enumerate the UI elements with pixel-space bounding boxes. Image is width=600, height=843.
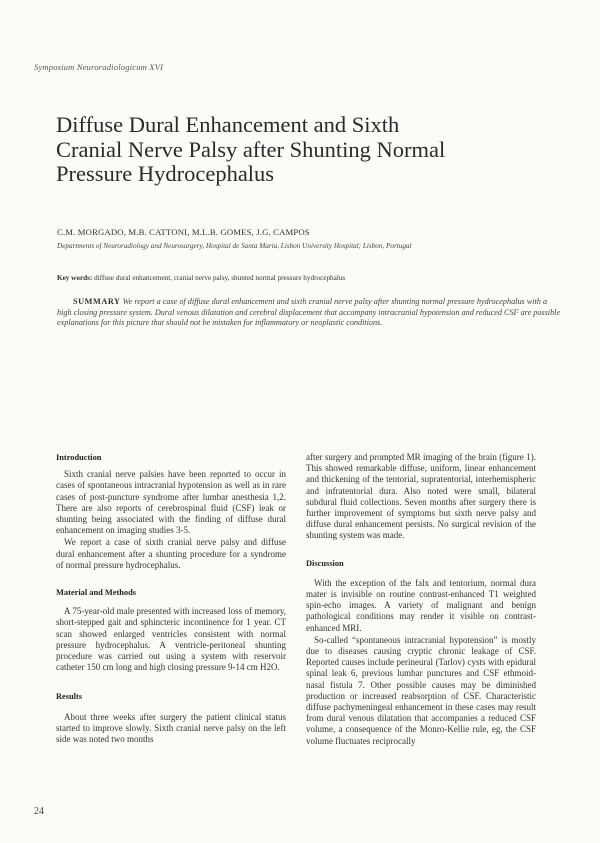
title-line: Pressure Hydrocephalus bbox=[56, 161, 275, 186]
discussion-paragraph: With the exception of the falx and tentorium, normal dura mater is invisible on routine contrast-enhanced T1 weighted spin-echo images. A variety of malignant and benign pathological conditions may render it visible on contrast-enhanced MRI. bbox=[306, 577, 536, 633]
keywords-label: Key words: bbox=[57, 274, 93, 282]
section-heading-discussion: Discussion bbox=[306, 558, 344, 568]
discussion-paragraph: So-called “spontaneous intracranial hypotension” is mostly due to diseases causing cryptic chronic leakage of CSF. Reported causes include perineural (Tarlov) cysts with epidural spinal leak 6, previous lumbar punctures and CSF ethmoid-nasal fistula 7. Other possible causes may be diminished production or increased reabsorption of CSF. Characteristic diffuse pachymeningeal enhancement in these cases may result from dural venous dilatation that accompanies a reduced CSF volume, a consequence of the Monro-Kellie rule, eg, the CSF volume fluctuates reciprocally bbox=[306, 634, 536, 746]
intro-paragraph: Sixth cranial nerve palsies have been reported to occur in cases of spontaneous intracranial hypotension as well as in rare cases of post-puncture syndrome after lumbar anesthesia 1,2. There are also reports of cerebrospinal fluid (CSF) leak or shunting being associated with the finding of diffuse dural enhancement on imaging studies 3-5. bbox=[56, 469, 286, 536]
keywords-text: diffuse dural enhancement, cranial nerve palsy, shunted normal pressure hydrocephalus bbox=[92, 274, 346, 282]
affiliations: Departments of Neuroradiology and Neurosurgery, Hospital de Santa Maria, Lisbon University Hospital; Lisbon, Portugal bbox=[57, 242, 412, 250]
summary-label: SUMMARY bbox=[73, 297, 121, 306]
intro-paragraph: We report a case of sixth cranial nerve palsy and diffuse dural enhancement after a shunting procedure for a syndrome of normal pressure hydrocephalus. bbox=[56, 537, 286, 570]
right-column bbox=[306, 452, 536, 748]
results-paragraph: About three weeks after surgery the patient clinical status started to improve slowly. Sixth cranial nerve palsy on the left side was noted two months bbox=[56, 711, 286, 745]
results-continued-paragraph: after surgery and prompted MR imaging of the brain (figure 1). This showed remarkable diffuse, uniform, linear enhancement and thickening of the tentorial, supratentorial, interhemispheric and infratentorial dura. Also noted were small, bilateral subdural fluid collections. Seven months after surgery there is further improvement of symptoms but sixth nerve palsy and diffuse dural enhancement persists. No surgical revision of the shunting system was made. bbox=[306, 452, 536, 541]
section-heading-methods: Material and Methods bbox=[56, 588, 137, 598]
summary bbox=[57, 297, 563, 329]
section-heading-introduction: Introduction bbox=[56, 453, 102, 462]
section-heading-results: Results bbox=[56, 692, 83, 702]
title-line: Diffuse Dural Enhancement and Sixth bbox=[56, 112, 400, 137]
article-title bbox=[56, 113, 556, 187]
authors: C.M. MORGADO, M.B. CATTONI, M.L.B. GOMES, J.G. CAMPOS bbox=[57, 227, 310, 237]
left-column bbox=[56, 452, 286, 746]
page-number: 24 bbox=[34, 806, 44, 817]
title-line: Cranial Nerve Palsy after Shunting Normal bbox=[56, 136, 446, 162]
running-head: Symposium Neuroradiologicum XVI bbox=[34, 62, 164, 72]
keywords bbox=[57, 274, 567, 282]
methods-paragraph: A 75-year-old male presented with increased loss of memory, short-stepped gait and sphincteric incontinence for 1 year. CT scan showed enlarged ventricles consistent with normal pressure hydrocephalus. A ventricle-peritoneal shunting procedure was carried out using a system with reservoir catheter 150 cm long and high closing pressure 9-14 cm H2O. bbox=[56, 606, 286, 673]
summary-text: We report a case of diffuse dural enhancement and sixth cranial nerve palsy after shunting normal pressure hydrocephalus with a high closing pressure system. Dural venous dilatation and cerebral displacement that accompany intracranial hypotension and reduced CSF are possible explanations for this picture that should not be mistaken for inflammatory or neoplastic conditions. bbox=[57, 297, 561, 328]
